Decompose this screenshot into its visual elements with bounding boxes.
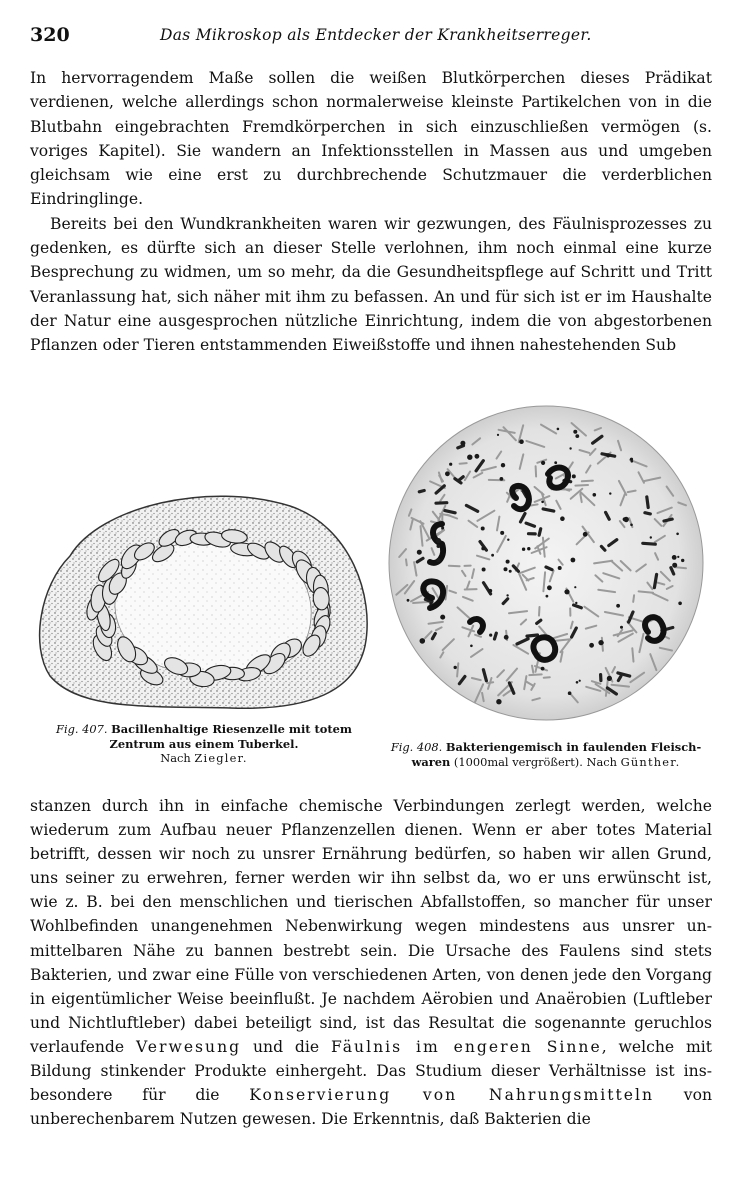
bacterium-rod [632, 648, 633, 661]
running-title: Das Mikroskop als Entdecker der Krankheitserreger. [160, 26, 592, 44]
bacterium-coccus [558, 566, 562, 570]
bacterium-rod-dark [419, 491, 424, 492]
bacterium-coccus [496, 699, 501, 704]
caption-figure-407 [36, 722, 372, 766]
bacterium-coccus [607, 676, 612, 681]
bacteria-micrograph [386, 402, 706, 724]
paragraph-white-blood-cells: In hervorragendem Maße sollen die weißen Blutkörperchen dieses Prädikat verdienen, welche allerdings schon normalerweise kleinste Partikelchen von in die Blutbahn eingebrachten Fremdkörperchen in sich einzuschließen vermögen (s. voriges Kapitel). Sie wandern an Infektionsstellen in Massen aus und umgeben gleichsam wie eine erst zu durchbrechende Schutzmauer die verderblichen Eindringlinge. [30, 69, 712, 209]
bacterium-coccus [429, 602, 432, 605]
bacterium-coccus [677, 556, 679, 558]
bacterium-coccus [672, 555, 677, 560]
bacterium-coccus [575, 602, 577, 604]
bacterium-rod [536, 466, 537, 476]
bacterium-coccus [445, 471, 450, 476]
bacterium-coccus [437, 544, 441, 548]
bacterium-coccus [504, 635, 509, 640]
figure-408-bacteria-mix [386, 402, 706, 724]
bacterium-coccus [678, 602, 682, 606]
bacterium-coccus [609, 492, 611, 494]
text-segment-1: stanzen durch ihn in einfache chemische Verbindungen zerlegt werden, welche wiederum zum Aufbau neuer Pflanzenzellen dienen. Wenn er aber totes Material betrifft, dessen wir noch zu unsrer Ernährung bedürfen, so haben wir allen Grund, uns seiner zu erwehren, ferner werden wir ihn selbst da, wo er uns erwünscht ist, wie z. B. bei den menschlichen und tierischen Abfallstoffen, so mancher für unser Wohlbefinden unangenehmen Nebenwirkung wegen mindestens aus unsrer unmittelbaren Nähe zu bannen bestrebt sein. Die Ursache des Faulens sind stets Bakterien, und zwar eine Fülle von verschiedenen Arten, von denen jede den Vorgang in eigentümlicher Weise beeinflußt. Je nachdem Aërobien und Anaërobien (Luftleber und Nichtluftleber) dabei beteiligt sind, ist das Resultat die sogenannte geruchlos verlaufende [30, 797, 712, 1056]
bacterium-rod [457, 663, 458, 676]
term-konservierung: Konservierung von Nahrungsmitteln [249, 1086, 655, 1105]
bacterium-rod [406, 559, 407, 565]
text-segment-4: von unberechenbarem Nutzen gewesen. Die Erkenntnis, daß Bakterien die [30, 1086, 713, 1129]
bacterium-coccus [593, 493, 597, 497]
bacterium-rod-dark [539, 529, 541, 536]
paragraph-decay-bacteria [30, 794, 712, 1131]
bacterium-coccus [573, 430, 577, 434]
bacterium-coccus [589, 643, 594, 648]
bacterium-rod-dark [445, 511, 455, 513]
bacterium-coccus [579, 680, 581, 682]
bacterium-coccus [672, 563, 677, 568]
bacterium-coccus [681, 559, 684, 562]
bacterium-coccus [470, 645, 473, 648]
fig-407-title: Bacillenhaltige Riesenzelle mit totem Zentrum aus einem Tuberkel. [109, 722, 352, 751]
bacterium-coccus [407, 599, 410, 602]
bacterium-coccus [497, 434, 499, 436]
bacterium-coccus [560, 516, 565, 521]
bacterium-coccus [501, 463, 505, 467]
bacterium-coccus [541, 667, 545, 671]
bacterium-rod-dark [436, 503, 447, 504]
bacterium-rod-dark [647, 497, 648, 508]
bacterium-rod-dark [654, 574, 656, 587]
term-faeulnis: Fäulnis im engeren Sinne [331, 1037, 602, 1056]
bacterium-coccus [541, 501, 544, 504]
bacterium-rod-dark [527, 635, 538, 636]
bacterium-rod [582, 481, 593, 482]
bacterium-coccus [574, 586, 576, 588]
bacterium-coccus [436, 558, 440, 562]
bacterium-coccus [650, 536, 652, 538]
paragraph-putrefaction: Bereits bei den Wundkrankheiten waren wir gezwungen, des Fäulnisprozesses zu gedenken, es dürfte sich an dieser Stelle verlohnen, ihm noch einmal eine kurze Besprechung zu widmen, um so mehr, da die Gesundheitspflege auf Schritt und Tritt Veranlassung hat, sich näher mit ihm zu befassen. An und für sich ist er im Haushalte der Natur eine ausgesprochen nützliche Einrichtung, indem die von abgestorbenen Pflanzen oder Tieren entstammenden Eiweißstoffe und ihnen nahestehenden Sub [30, 214, 712, 355]
bacterium-coccus [500, 477, 504, 481]
bacterium-rod [580, 494, 581, 502]
body-text-top [30, 66, 712, 358]
bacterium-coccus [571, 558, 576, 563]
fig-407-source-name: Ziegler. [194, 751, 248, 765]
bacterium-coccus [488, 589, 492, 593]
bacterium-coccus [676, 533, 679, 536]
bacterium-coccus [460, 441, 465, 446]
bacterium-rod [639, 591, 654, 592]
figure-407-giant-cell [30, 486, 376, 714]
bacterium-rod-dark [643, 543, 656, 544]
bacterium-rod-dark [458, 446, 464, 448]
bacterium-rod [675, 567, 686, 568]
bacterium-coccus [436, 538, 441, 543]
fig-408-title: Bakteriengemisch in faulenden Fleischwaren [411, 740, 702, 769]
page-number: 320 [30, 24, 70, 46]
bacterium-coccus [547, 585, 552, 590]
giant-cell-illustration [30, 486, 376, 714]
bacterium-rod [529, 674, 541, 675]
bacterium-rod [575, 485, 588, 486]
fig-408-source-prefix: Nach [586, 754, 617, 769]
bacterium-coccus [569, 447, 571, 449]
bacterium-coccus [620, 626, 623, 629]
bacterium-rod [460, 463, 467, 464]
bacterium-coccus [575, 434, 579, 438]
bacterium-coccus [467, 455, 472, 460]
bacterium-rod-dark [664, 519, 672, 521]
bacterium-coccus [449, 463, 452, 466]
bacterium-coccus [522, 548, 525, 551]
bacterium-coccus [546, 595, 549, 598]
bacterium-coccus [527, 547, 530, 550]
bacterium-coccus [616, 604, 620, 608]
term-verwesung: Verwesung [135, 1037, 242, 1056]
bacterium-coccus [500, 531, 504, 535]
bacterium-coccus [507, 539, 509, 541]
bacterium-coccus [572, 474, 576, 478]
bacterium-rod-dark [618, 676, 621, 680]
bacterium-coccus [420, 638, 426, 644]
bacterium-rod-dark [645, 513, 650, 514]
bacterium-coccus [583, 532, 588, 537]
bacterium-coccus [440, 615, 445, 620]
bacterium-coccus [568, 691, 572, 695]
bacterium-coccus [554, 461, 557, 464]
bacterium-coccus [631, 460, 634, 463]
bacterium-coccus [454, 666, 457, 669]
text-segment-2: und die [241, 1037, 331, 1056]
fig-407-source-prefix: Nach [160, 751, 191, 765]
bacterium-coccus [489, 634, 492, 637]
text-segment-3: , welche mit Bildung stinkender Produkte einhergeht. Das Studium dieser Verhältnisse ist insbesondere für die [30, 1037, 713, 1105]
bacterium-coccus [564, 589, 569, 594]
bacterium-coccus [475, 454, 480, 459]
bacterium-coccus [630, 524, 633, 527]
page-header [30, 24, 712, 54]
bacterium-coccus [606, 453, 610, 457]
bacterium-coccus [598, 640, 603, 645]
caption-figure-408 [376, 740, 716, 769]
body-text-bottom [30, 794, 712, 1131]
bacterium-coccus [519, 439, 524, 444]
bacterium-rod-dark [495, 633, 497, 639]
bacterium-coccus [509, 570, 512, 573]
bacterium-coccus [557, 428, 560, 431]
bacterium-coccus [623, 517, 627, 521]
bacterium-rod [532, 666, 533, 673]
bacterium-rod [633, 595, 634, 602]
fig-408-label: Fig. 408. [390, 740, 443, 754]
fig-408-source-name: Günther. [620, 754, 681, 769]
fig-407-label: Fig. 407. [56, 722, 108, 736]
bacterium-coccus [506, 594, 508, 596]
bacterium-coccus [491, 554, 494, 557]
bacterium-rod [544, 677, 550, 678]
fig-408-magnification: (1000mal vergrößert). [453, 754, 583, 769]
bacterium-rod-dark [543, 509, 554, 511]
bacterium-coccus [506, 560, 510, 564]
bacterium-coccus [481, 527, 485, 531]
bacterium-coccus [541, 461, 545, 465]
bacterium-coccus [504, 567, 508, 571]
bacterium-coccus [441, 527, 444, 530]
bacterium-rod [539, 607, 540, 616]
bacterium-rod [487, 682, 493, 683]
bacterium-coccus [552, 650, 554, 652]
bacterium-coccus [481, 547, 485, 551]
bacterium-coccus [417, 550, 422, 555]
bacterium-coccus [482, 568, 486, 572]
bacterium-coccus [576, 681, 579, 684]
